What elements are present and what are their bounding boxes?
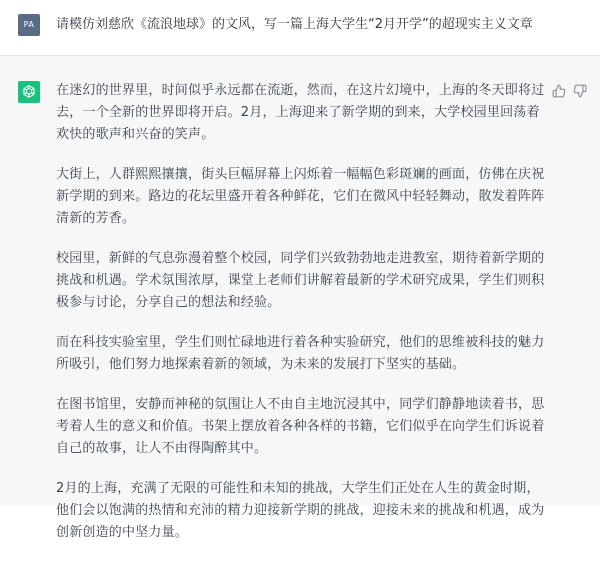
answer-paragraph: 而在科技实验室里，学生们则忙碌地进行着各种实验研究，他们的思维被科技的魅力所吸引，他们努力地探索着新的领域，为未来的发展打下坚实的基础。 bbox=[56, 335, 545, 372]
answer-paragraph: 大街上，人群熙熙攘攘，街头巨幅屏幕上闪烁着一幅幅色彩斑斓的画面，仿佛在庆祝新学期的到来。路边的花坛里盛开着各种鲜花，它们在微风中轻轻舞动，散发着阵阵清新的芳香。 bbox=[56, 167, 545, 226]
assistant-message-row bbox=[0, 56, 600, 540]
user-prompt-text: 请模仿刘慈欣《流浪地球》的文风，写一篇上海大学生“2月开学”的超现实主义文章 bbox=[56, 17, 533, 32]
answer-paragraph: 在图书馆里，安静而神秘的氛围让人不由自主地沉浸其中，同学们静静地读着书，思考着人生的意义和价值。书架上摆放着各种各样的书籍，它们似乎在向学生们诉说着自己的故事，让人不由得陶醉其中。 bbox=[56, 397, 545, 456]
answer-paragraph: 校园里，新鲜的气息弥漫着整个校园，同学们兴致勃勃地走进教室，期待着新学期的挑战和机遇。学术氛围浓厚，课堂上老师们讲解着最新的学术研究成果，学生们则积极参与讨论，分享自己的想法和经验。 bbox=[56, 251, 545, 310]
user-avatar: PA bbox=[18, 14, 40, 36]
user-message-row bbox=[0, 0, 600, 56]
openai-logo-icon bbox=[18, 81, 40, 103]
thumbs-up-icon[interactable] bbox=[552, 83, 566, 97]
answer-paragraph: 在迷幻的世界里，时间似乎永远都在流逝，然而，在这片幻境中，上海的冬天即将过去，一个全新的世界即将开启。2月，上海迎来了新学期的到来，大学校园里回荡着欢快的歌声和兴奋的笑声。 bbox=[56, 83, 545, 142]
thumbs-down-icon[interactable] bbox=[573, 83, 587, 97]
answer-paragraph: 2月的上海，充满了无限的可能性和未知的挑战，大学生们正处在人生的黄金时期，他们会以饱满的热情和充沛的精力迎接新学期的挑战，迎接未来的挑战和机遇，成为创新创造的中坚力量。 bbox=[56, 481, 545, 540]
assistant-answer bbox=[56, 80, 552, 562]
